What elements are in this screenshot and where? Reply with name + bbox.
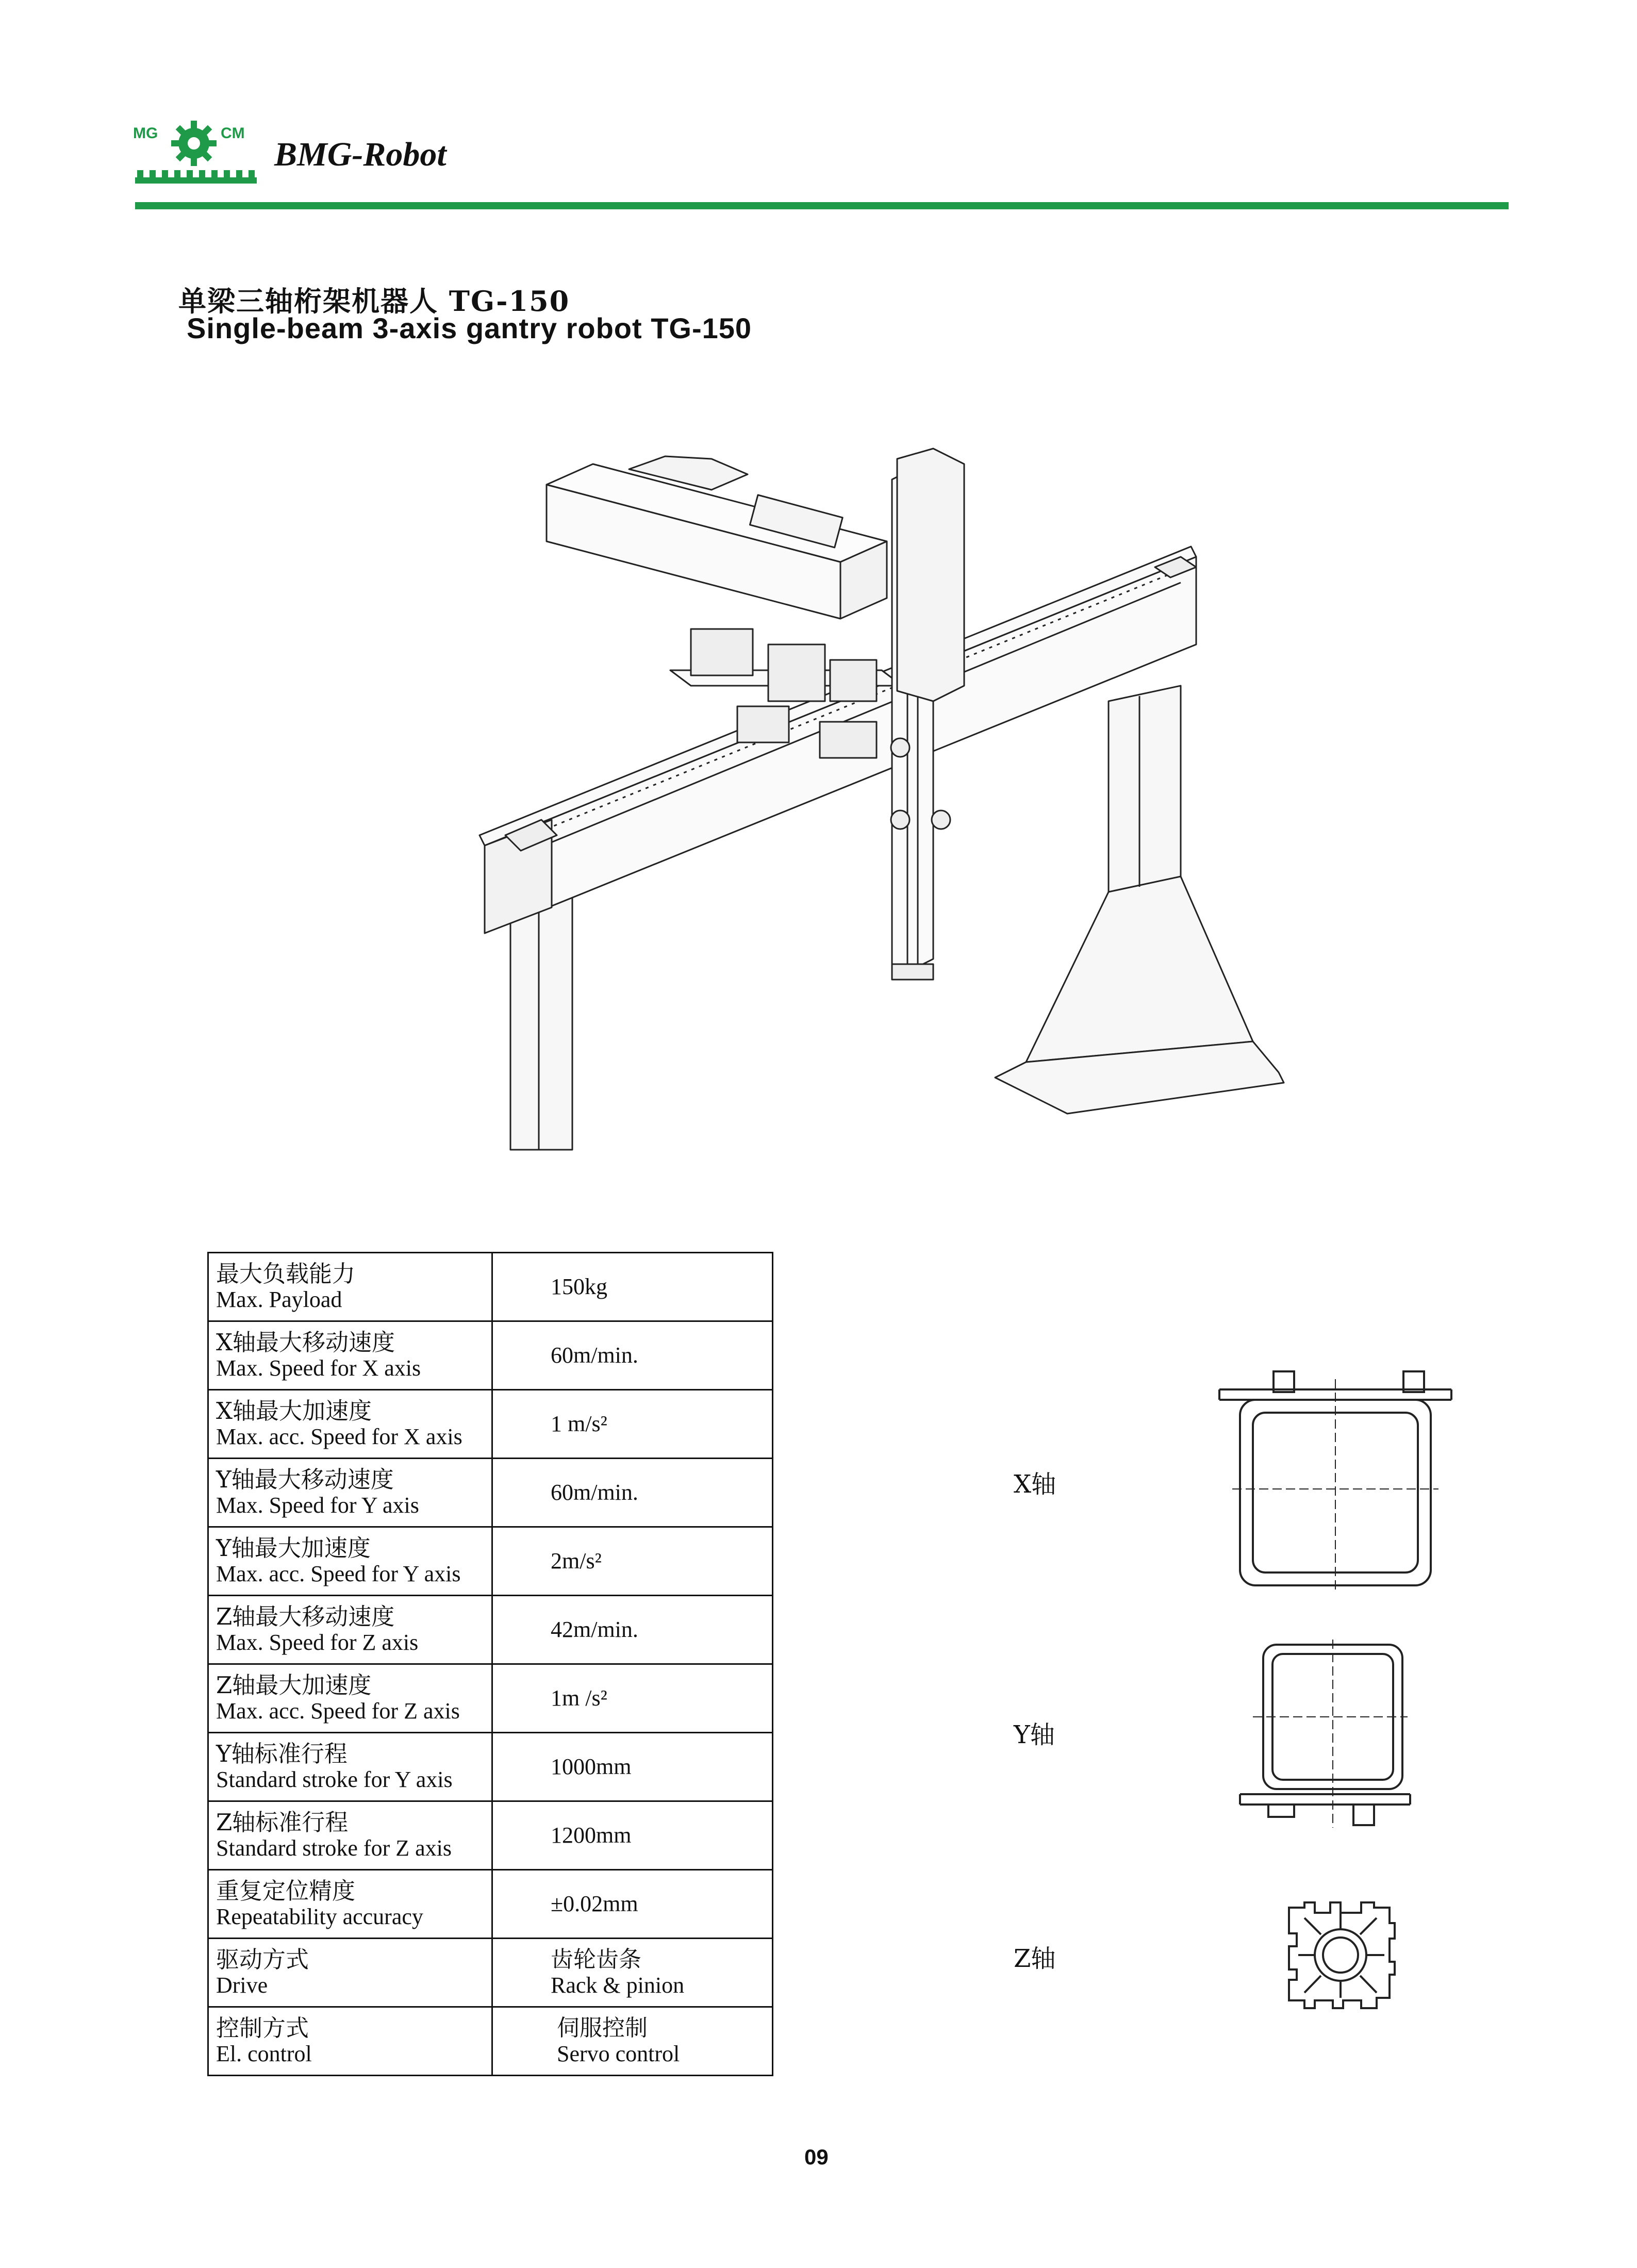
spec-row [208, 1390, 773, 1459]
spec-label-cell [208, 1459, 492, 1527]
spec-value: 60m/min. [551, 1343, 638, 1368]
spec-row [208, 1939, 773, 2007]
header-divider [135, 202, 1509, 209]
page-number: 09 [804, 2145, 829, 2169]
spec-row [208, 1253, 773, 1321]
spec-label-cn: 重复定位精度 [216, 1877, 356, 1905]
spec-value-cell [492, 1664, 773, 1733]
spec-row [208, 1321, 773, 1390]
spec-value: 150kg [551, 1274, 607, 1299]
spec-value: 60m/min. [551, 1480, 638, 1505]
spec-value: 1200mm [551, 1823, 632, 1848]
spec-label-en: Standard stroke for Z axis [216, 1835, 452, 1861]
spec-value-cell [492, 1733, 773, 1801]
spec-label-cell [208, 1390, 492, 1459]
spec-value-cell [492, 1527, 773, 1596]
spec-value-en: Servo control [557, 2041, 680, 2066]
spec-row [208, 1596, 773, 1664]
spec-value: 1 m/s² [551, 1411, 607, 1436]
logo-mg-text: MG [133, 125, 158, 142]
spec-value: 齿轮齿条 [551, 1947, 641, 1972]
spec-label-cn: Y轴标准行程 [216, 1740, 348, 1767]
spec-label-cell [208, 2007, 492, 2076]
spec-value-cell [492, 1596, 773, 1664]
spec-label-en: El. control [216, 2041, 312, 2066]
spec-label-cn: 控制方式 [216, 2014, 309, 2042]
spec-label-en: Max. acc. Speed for X axis [216, 1424, 462, 1449]
spec-label-en: Repeatability accuracy [216, 1904, 423, 1929]
spec-label-cell [208, 1664, 492, 1733]
spec-label-cn: 最大负载能力 [216, 1260, 356, 1287]
spec-value-cell [492, 1939, 773, 2007]
spec-table [207, 1252, 773, 2076]
axis-label-y: Y轴 [1014, 1720, 1055, 1749]
spec-value-cell [492, 1459, 773, 1527]
axis-label-x: X轴 [1014, 1470, 1056, 1499]
y-axis-profile-drawing [1237, 1640, 1413, 1830]
spec-label-en: Drive [216, 1973, 268, 1998]
spec-value-cell [492, 1390, 773, 1459]
spec-label-en: Max. Speed for Z axis [216, 1630, 419, 1655]
company-logo [133, 118, 262, 190]
page-title-cn: 单梁三轴桁架机器人 TG-150 [178, 285, 570, 318]
spec-label-cell [208, 1321, 492, 1390]
gear-icon [168, 118, 220, 169]
spec-value: 伺服控制 [557, 2015, 648, 2041]
spec-label-cn: X轴最大移动速度 [216, 1329, 395, 1356]
spec-value-cell [492, 1870, 773, 1939]
spec-row [208, 1459, 773, 1527]
x-axis-profile-drawing [1217, 1361, 1454, 1598]
brand-name: BMG-Robot [274, 136, 447, 173]
spec-row [208, 1733, 773, 1801]
gantry-robot-drawing [469, 428, 1304, 1155]
spec-label-cell [208, 1527, 492, 1596]
spec-label-en: Max. acc. Speed for Y axis [216, 1561, 461, 1586]
spec-label-cell [208, 1801, 492, 1870]
spec-value: 42m/min. [551, 1617, 638, 1642]
logo-cm-text: CM [221, 125, 245, 142]
spec-label-cn: Z轴最大加速度 [216, 1671, 372, 1699]
spec-row [208, 2007, 773, 2076]
spec-label-en: Standard stroke for Y axis [216, 1767, 453, 1792]
spec-label-cn: Z轴标准行程 [216, 1809, 349, 1836]
spec-label-cn: Z轴最大移动速度 [216, 1603, 395, 1630]
spec-value: 1000mm [551, 1754, 632, 1779]
spec-row [208, 1664, 773, 1733]
spec-value: ±0.02mm [551, 1891, 638, 1916]
spec-label-en: Max. Speed for Y axis [216, 1493, 419, 1518]
spec-label-en: Max. Payload [216, 1287, 342, 1312]
spec-value-en: Rack & pinion [551, 1973, 685, 1998]
spec-label-cn: X轴最大加速度 [216, 1397, 372, 1425]
rack-icon [135, 169, 257, 185]
spec-row [208, 1801, 773, 1870]
spec-label-cell [208, 1596, 492, 1664]
spec-label-cell [208, 1253, 492, 1321]
spec-value-cell [492, 1321, 773, 1390]
spec-label-cell [208, 1939, 492, 2007]
page-title-en: Single-beam 3-axis gantry robot TG-150 [187, 312, 752, 344]
axis-label-z: Z轴 [1014, 1944, 1056, 1973]
spec-row [208, 1527, 773, 1596]
spec-label-cn: 驱动方式 [216, 1946, 309, 1973]
spec-label-en: Max. Speed for X axis [216, 1355, 421, 1381]
spec-value-cell [492, 2007, 773, 2076]
spec-value: 2m/s² [551, 1548, 602, 1574]
z-axis-profile-drawing [1284, 1897, 1402, 2016]
spec-label-cell [208, 1733, 492, 1801]
spec-label-cn: Y轴最大移动速度 [216, 1466, 394, 1493]
spec-row [208, 1870, 773, 1939]
spec-label-en: Max. acc. Speed for Z axis [216, 1698, 460, 1724]
spec-label-cell [208, 1870, 492, 1939]
spec-label-cn: Y轴最大加速度 [216, 1534, 371, 1562]
spec-value-cell [492, 1801, 773, 1870]
spec-value-cell [492, 1253, 773, 1321]
spec-value: 1m /s² [551, 1685, 607, 1711]
